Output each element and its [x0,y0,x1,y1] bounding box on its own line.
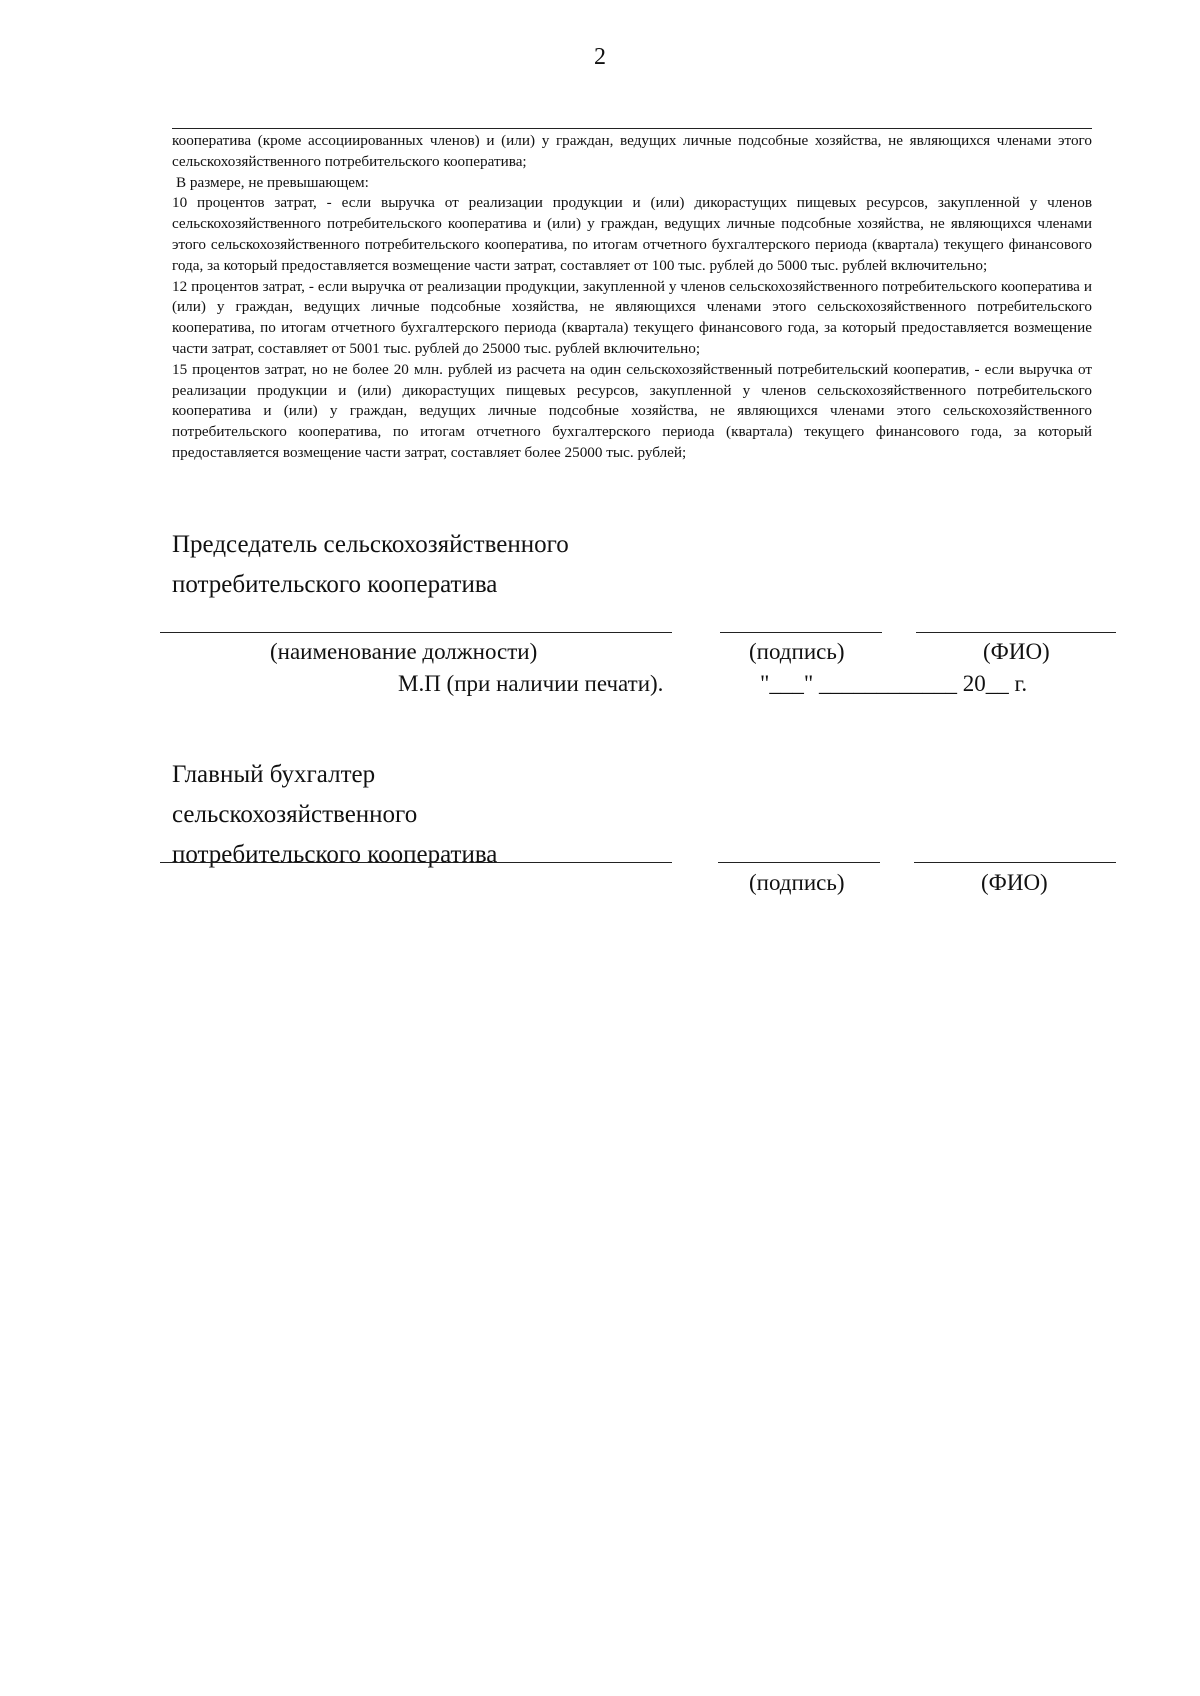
chief-accountant-title-line1: Главный бухгалтер [172,761,376,788]
body-text [172,131,1092,464]
chief-accountant-title-line2: сельскохозяйственного [172,801,418,828]
chairman-title [172,525,772,605]
chief-accountant-title [172,755,772,875]
chief-accountant-name-line [914,862,1116,863]
position-caption: (наименование должности) [270,639,538,664]
page-number: 2 [594,44,606,70]
paragraph-15-percent: 15 процентов затрат, но не более 20 млн. рублей из расчета на один сельскохозяйственный потребительский кооператив, - если выручка от реализации продукции и (или) дикорастущих пищевых ресурсов, закупленной у членов сельскохозяйственного потребительского кооператива и (или) у граждан, ведущих личные подсобные хозяйства, не являющихся членами этого сельскохозяйственного потребительского кооператива, по итогам отчетного бухгалтерского периода (квартала) текущего финансового года, за который предоставляется возмещение части затрат, составляет более 25000 тыс. рублей; [172,360,1092,461]
chief-accountant-signature-line [718,862,880,863]
chief-accountant-title-line3: потребительского кооператива [172,841,498,868]
chairman-signature-caption: (подпись) [749,639,845,664]
chairman-signature-line [720,632,882,633]
date-template: "___" ____________ 20__ г. [760,671,1028,696]
top-rule [172,128,1092,129]
chairman-name-line [916,632,1116,633]
paragraph-12-percent: 12 процентов затрат, - если выручка от реализации продукции, закупленной у членов сельскохозяйственного потребительского кооператива и (или) у граждан, ведущих личные подсобные хозяйства, не являющихся членами этого сельскохозяйственного потребительского кооператива, по итогам отчетного бухгалтерского периода (квартала) текущего финансового года, за который предоставляется возмещение части затрат, составляет от 5001 тыс. рублей до 25000 тыс. рублей включительно; [172,277,1092,357]
paragraph-10-percent: 10 процентов затрат, - если выручка от реализации продукции и (или) дикорастущих пищевых ресурсов, закупленной у членов сельскохозяйственного потребительского кооператива и (или) у граждан, ведущих личные подсобные хозяйства, не являющихся членами этого сельскохозяйственного потребительского кооператива, по итогам отчетного бухгалтерского периода (квартала) текущего финансового года, за который предоставляется возмещение части затрат, составляет от 100 тыс. рублей до 5000 тыс. рублей включительно; [172,194,1092,274]
chief-accountant-underline [160,862,672,863]
chief-accountant-name-caption: (ФИО) [981,870,1048,895]
paragraph-size-intro: В размере, не превышающем: [176,173,369,191]
chairman-name-caption: (ФИО) [983,639,1050,664]
paragraph-continuation: кооператива (кроме ассоциированных членов) и (или) у граждан, ведущих личные подсобные хозяйства, не являющихся членами этого сельскохозяйственного потребительского кооператива; [172,132,1092,170]
chairman-title-line2: потребительского кооператива [172,571,498,598]
stamp-note: М.П (при наличии печати). [398,671,664,696]
position-line [160,632,672,633]
chief-accountant-signature-caption: (подпись) [749,870,845,895]
chairman-title-line1: Председатель сельскохозяйственного [172,531,569,558]
